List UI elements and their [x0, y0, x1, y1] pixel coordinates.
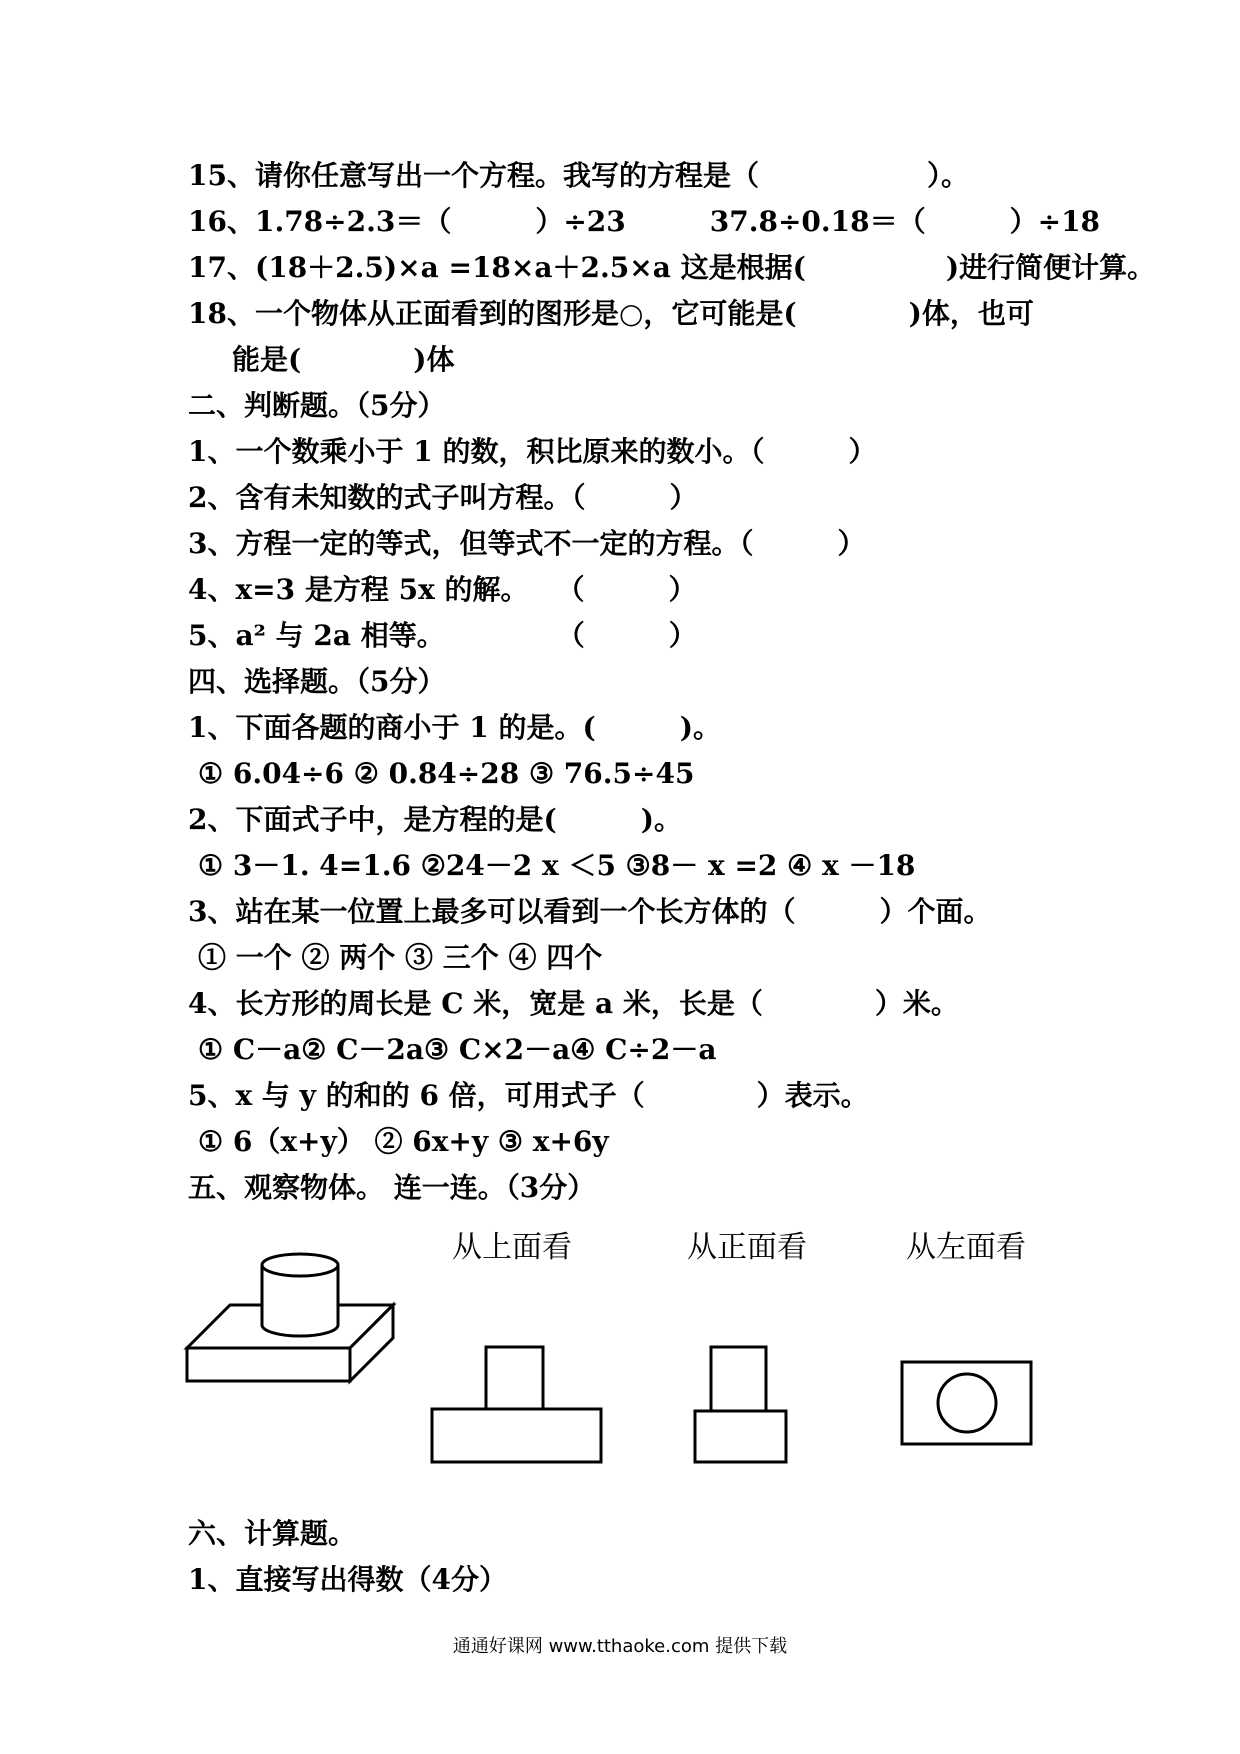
section-observe-title: 五、观察物体。 连一连。（3分） [188, 1171, 596, 1204]
question-18-line2: 能是( )体 [232, 343, 455, 376]
section-judgement-title: 二、判断题。（5分） [188, 389, 446, 422]
view-label-top: 从上面看 [452, 1230, 572, 1265]
choice-4: 4、长方形的周长是 C 米，宽是 a 米，长是（ ）米。 [188, 987, 959, 1020]
judgement-2: 2、含有未知数的式子叫方程。（ ） [188, 481, 698, 514]
choice-5-options: ① 6（x+y） ② 6x+y ③ x+6y [198, 1125, 609, 1158]
view-shape-t-wide [432, 1347, 601, 1462]
question-16: 16、1.78÷2.3＝（ ）÷23 37.8÷0.18＝（ ）÷18 [188, 205, 1101, 238]
solid-object-figure [187, 1254, 393, 1381]
choice-5: 5、x 与 y 的和的 6 倍，可用式子（ ）表示。 [188, 1079, 869, 1112]
choice-3: 3、站在某一位置上最多可以看到一个长方体的（ ）个面。 [188, 895, 992, 928]
choice-3-options: ① 一个 ② 两个 ③ 三个 ④ 四个 [198, 941, 603, 974]
judgement-4: 4、x=3 是方程 5x 的解。 （ ） [188, 573, 697, 606]
choice-2: 2、下面式子中，是方程的是( )。 [188, 803, 682, 836]
section-choice-title: 四、选择题。（5分） [188, 665, 446, 698]
choice-4-options: ① C－a② C－2a③ C×2－a④ C÷2－a [198, 1033, 717, 1066]
judgement-3: 3、方程一定的等式，但等式不一定的方程。（ ） [188, 527, 866, 560]
question-15: 15、请你任意写出一个方程。我写的方程是（ ）。 [188, 159, 969, 192]
choice-1-options: ① 6.04÷6 ② 0.84÷28 ③ 76.5÷45 [198, 757, 695, 790]
view-shape-circle-in-rect [902, 1362, 1031, 1444]
footer-text: 通通好课网 www.tthaoke.com 提供下载 [452, 1636, 788, 1657]
question-18-line1: 18、一个物体从正面看到的图形是○，它可能是( )体，也可 [188, 297, 1034, 330]
view-label-front: 从正面看 [687, 1230, 807, 1265]
view-label-left: 从左面看 [906, 1230, 1026, 1265]
judgement-5: 5、a² 与 2a 相等。 （ ） [188, 619, 697, 652]
choice-2-options: ① 3－1. 4=1.6 ②24－2 x ＜5 ③8－ x =2 ④ x －18 [198, 849, 916, 882]
view-shape-stacked [695, 1347, 786, 1462]
judgement-1: 1、一个数乘小于 1 的数，积比原来的数小。（ ） [188, 435, 877, 468]
choice-1: 1、下面各题的商小于 1 的是。( )。 [188, 711, 721, 744]
section-calc-title: 六、计算题。 [188, 1517, 357, 1550]
question-17: 17、(18＋2.5)×a =18×a＋2.5×a 这是根据( )进行简便计算。 [188, 251, 1156, 284]
calc-question-1: 1、直接写出得数（4分） [188, 1563, 507, 1596]
